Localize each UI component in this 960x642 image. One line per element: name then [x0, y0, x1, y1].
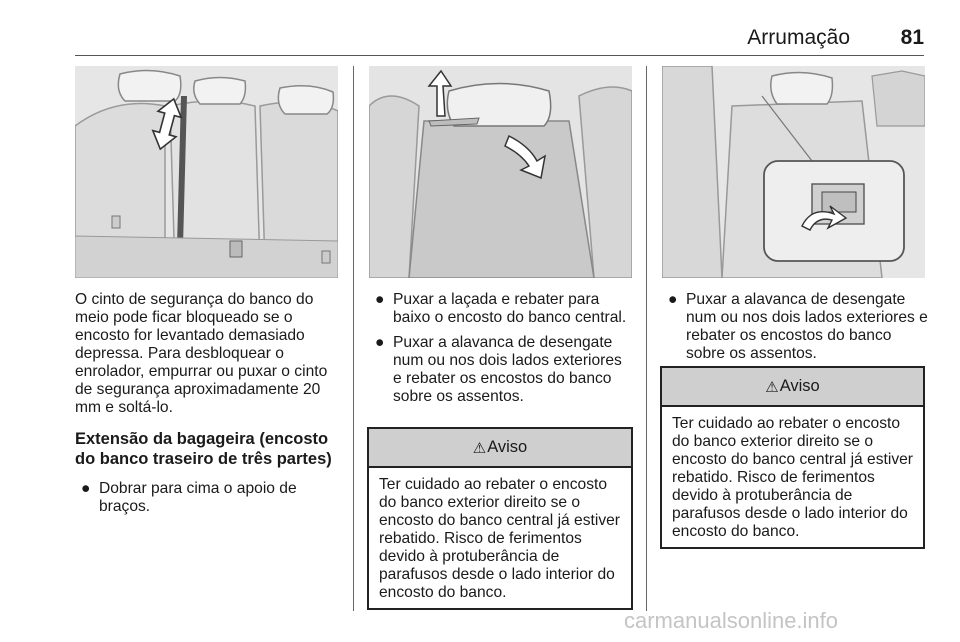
page-number: 81 [900, 26, 924, 49]
col2-bullet-list [369, 291, 634, 413]
col1-bullet-list [75, 480, 345, 523]
warning-icon: ⚠ [765, 378, 779, 396]
warning-header [369, 429, 631, 468]
col3-bullet-list [662, 291, 928, 370]
list-item [75, 480, 345, 516]
list-item [369, 291, 634, 327]
section-heading: Extensão da bagageira (encosto do banco traseiro de três partes) [75, 430, 332, 468]
bullet-icon: ● [375, 291, 385, 308]
column-divider-1 [353, 66, 354, 611]
bullet-icon: ● [81, 480, 91, 497]
belt-paragraph: O cinto de segurança do banco do meio pode ficar bloqueado se o encosto for levantado demasiado depressa. Para desbloquear o enrolador, empurrar ou puxar o cinto de segurança aproximadamente 20 mm e soltá-lo. [75, 291, 328, 416]
figure-headrest-release [369, 66, 632, 278]
warning-box [660, 366, 925, 549]
column-divider-2 [646, 66, 647, 611]
warning-box [367, 427, 633, 610]
list-item-text: Dobrar para cima o apoio de braços. [99, 480, 297, 515]
warning-title: Aviso [779, 377, 820, 395]
list-item [662, 291, 928, 363]
warning-text: Ter cuidado ao rebater o encosto do banco exterior direito se o encosto do banco central já estiver rebatido. Risco de ferimentos devido à protuberância de parafusos desde o lado interior do encosto do banco. [379, 476, 620, 601]
page-header-title: Arrumação [747, 26, 850, 49]
warning-text: Ter cuidado ao rebater o encosto do banco exterior direito se o encosto do banco central já estiver rebatido. Risco de ferimentos devido à protuberância de parafusos desde o lado interior do encosto do banco. [672, 415, 913, 540]
bullet-icon: ● [668, 291, 678, 308]
list-item-text: Puxar a alavanca de desengate num ou nos dois lados exteriores e rebater os encostos do banco sobre os assentos. [393, 334, 622, 405]
figure-release-lever [662, 66, 925, 278]
warning-icon: ⚠ [472, 439, 487, 457]
warning-header [662, 368, 923, 407]
list-item [369, 334, 634, 406]
bullet-icon: ● [375, 334, 385, 351]
header-rule [75, 55, 924, 56]
list-item-text: Puxar a laçada e rebater para baixo o encosto do banco central. [393, 291, 627, 326]
watermark: carmanualsonline.info [624, 608, 839, 633]
warning-title: Aviso [487, 438, 528, 456]
list-item-text: Puxar a alavanca de desengate num ou nos dois lados exteriores e rebater os encostos do banco sobre os assentos. [686, 291, 928, 362]
figure-rear-seat-center-belt [75, 66, 338, 278]
